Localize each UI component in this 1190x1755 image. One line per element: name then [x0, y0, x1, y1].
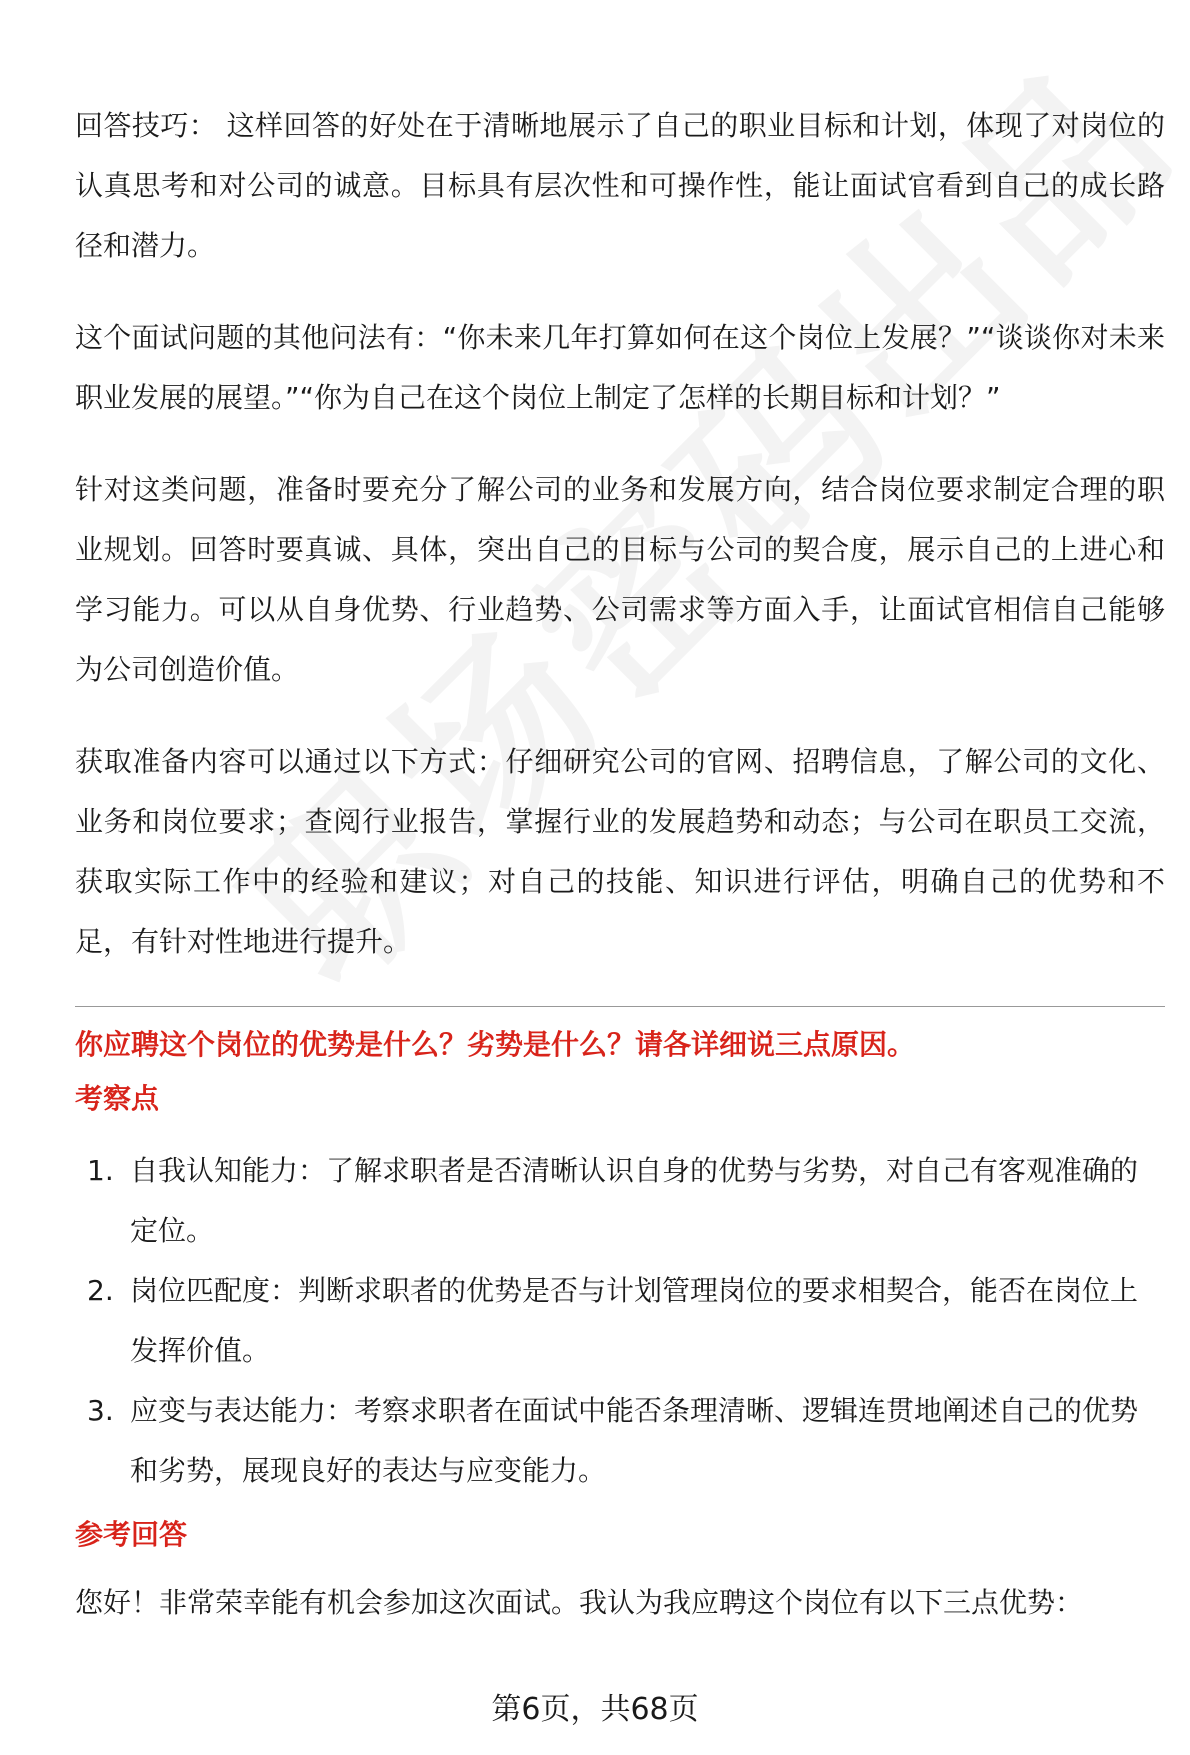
- list-item: [75, 1381, 1165, 1501]
- page-number: 第6页，共68页: [491, 1692, 699, 1727]
- list-item-number: 2.: [87, 1274, 114, 1307]
- list-item-number: 3.: [87, 1394, 114, 1427]
- exam-points-list: [75, 1141, 1165, 1501]
- list-item-text: 自我认知能力：了解求职者是否清晰认识自身的优势与劣势，对自己有客观准确的定位。: [130, 1154, 1139, 1247]
- list-item: [75, 1261, 1165, 1381]
- answer-tips-paragraph: 回答技巧： 这样回答的好处在于清晰地展示了自己的职业目标和计划，体现了对岗位的认真思考和对公司的诚意。目标具有层次性和可操作性，能让面试官看到自己的成长路径和潜力。: [75, 109, 1165, 262]
- reference-answer-text: 您好！非常荣幸能有机会参加这次面试。我认为我应聘这个岗位有以下三点优势：: [75, 1586, 1084, 1619]
- question-heading: 你应聘这个岗位的优势是什么？劣势是什么？请各详细说三点原因。: [75, 1028, 916, 1061]
- list-item-number: 1.: [87, 1154, 114, 1187]
- preparation-methods-paragraph: 获取准备内容可以通过以下方式：仔细研究公司的官网、招聘信息，了解公司的文化、业务和岗位要求；查阅行业报告，掌握行业的发展趋势和动态；与公司在职员工交流，获取实际工作中的经验和建议；对自己的技能、知识进行评估，明确自己的优势和不足，有针对性地进行提升。: [75, 745, 1165, 958]
- list-item: [75, 1141, 1165, 1261]
- section-divider: [75, 1006, 1165, 1007]
- document-body: [75, 96, 1165, 1665]
- list-item-text: 岗位匹配度：判断求职者的优势是否与计划管理岗位的要求相契合，能否在岗位上发挥价值。: [130, 1274, 1139, 1367]
- alternative-questions-paragraph: 这个面试问题的其他问法有：“你未来几年打算如何在这个岗位上发展？”“谈谈你对未来职业发展的展望。”“你为自己在这个岗位上制定了怎样的长期目标和计划？”: [75, 321, 1165, 414]
- preparation-advice-paragraph: 针对这类问题，准备时要充分了解公司的业务和发展方向，结合岗位要求制定合理的职业规划。回答时要真诚、具体，突出自己的目标与公司的契合度，展示自己的上进心和学习能力。可以从自身优势、行业趋势、公司需求等方面入手，让面试官相信自己能够为公司创造价值。: [75, 473, 1165, 686]
- list-item-text: 应变与表达能力：考察求职者在面试中能否条理清晰、逻辑连贯地阐述自己的优势和劣势，展现良好的表达与应变能力。: [130, 1394, 1139, 1487]
- exam-points-title: 考察点: [75, 1082, 160, 1115]
- reference-answer-title: 参考回答: [75, 1518, 188, 1551]
